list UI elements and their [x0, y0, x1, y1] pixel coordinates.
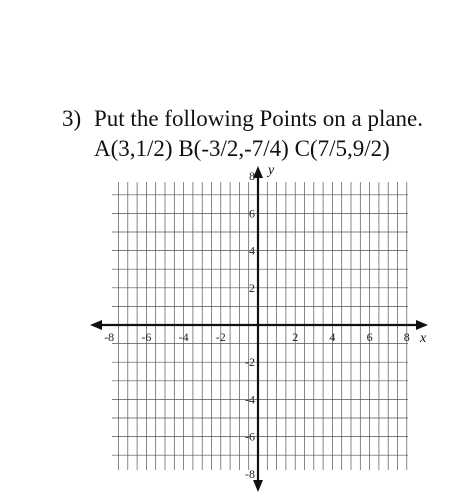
- problem-points: A(3,1/2) B(-3/2,-7/4) C(7/5,9/2): [94, 136, 390, 161]
- x-tick-label: -2: [215, 330, 226, 344]
- x-axis-left-arrow: [90, 320, 102, 330]
- y-tick-label: -4: [245, 392, 255, 407]
- x-tick-label: -6: [141, 330, 152, 344]
- x-axis-label: x: [420, 331, 427, 346]
- y-axis-label: y: [268, 163, 275, 178]
- y-tick-label: -6: [245, 429, 255, 444]
- problem-number: 3): [62, 106, 82, 131]
- x-tick-label: 6: [366, 330, 373, 344]
- x-tick-label: -4: [178, 330, 189, 344]
- x-axis-right-arrow: [416, 320, 428, 330]
- x-tick-label: -8: [104, 330, 115, 344]
- y-tick-label: 6: [249, 206, 255, 221]
- y-tick-label: 4: [249, 243, 255, 258]
- y-tick-label: 2: [249, 280, 255, 295]
- y-axis-down-arrow: [253, 480, 263, 492]
- y-tick-label: -2: [245, 355, 255, 370]
- problem-instruction: Put the following Points on a plane.: [94, 106, 424, 131]
- x-tick-label: 2: [292, 330, 299, 344]
- x-tick-label: 8: [403, 330, 410, 344]
- x-tick-label: 4: [329, 330, 336, 344]
- y-tick-label: 8: [249, 169, 255, 184]
- axes: [90, 166, 428, 492]
- y-tick-label: -8: [245, 466, 255, 481]
